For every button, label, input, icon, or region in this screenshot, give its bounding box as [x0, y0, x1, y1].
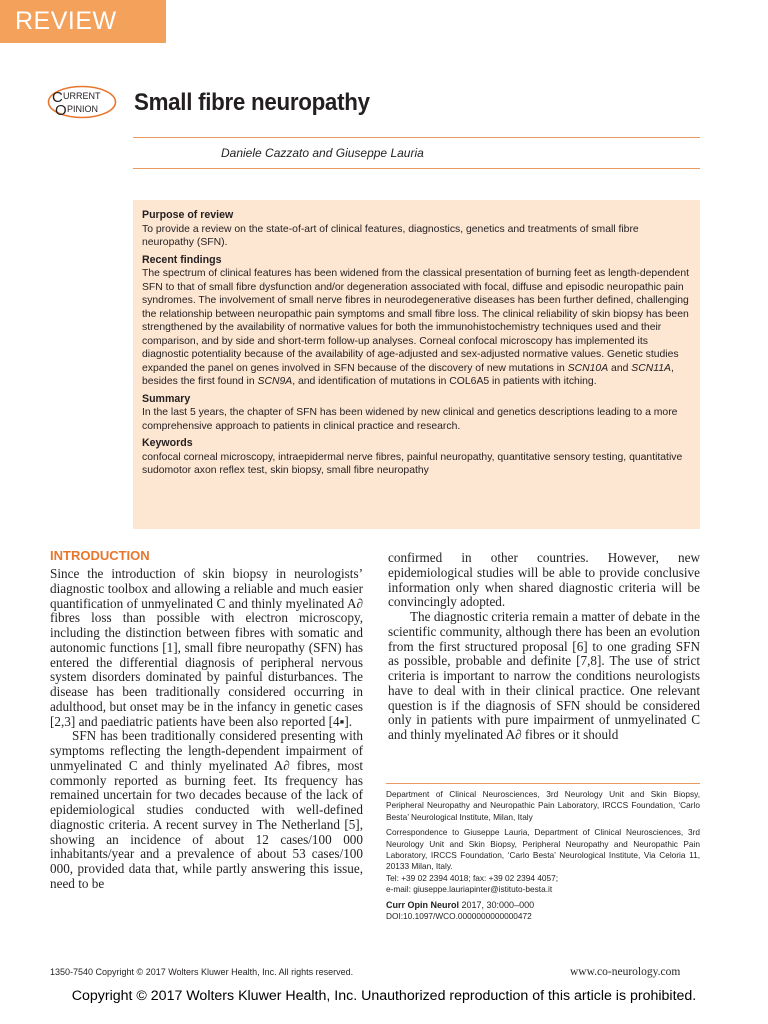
body-column-right	[388, 551, 700, 743]
current-opinion-logo	[47, 85, 117, 119]
phone-fax: Tel: +39 02 2394 4018; fax: +39 02 2394 4057;	[386, 872, 559, 883]
summary-text: In the last 5 years, the chapter of SFN has been widened by new clinical and genetics descriptions leading to a more comprehensive approach to patients in clinical practice and research.	[142, 407, 678, 432]
title-rule	[133, 137, 700, 138]
gene-scn10a: SCN10A	[567, 362, 609, 374]
authors-rule	[133, 168, 700, 169]
logo-initial-c: C	[52, 89, 63, 106]
abstract-box	[133, 200, 700, 529]
body-column-left	[50, 567, 363, 892]
paragraph: The diagnostic criteria remain a matter of debate in the scientific community, although there has been an evolution from the first structured proposal [6] to one grading SFN as possible, probable and definite [7,8]. The use of strict criteria is important to narrow the conditions neurologists have to deal with in their clinical practice. One relevant question is if the diagnosis of SFN should be considered only in patients with pure impairment of unmyelinated C and thinly myelinated A∂ fibres or it should	[388, 609, 700, 742]
paragraph: Since the introduction of skin biopsy in neurologists’ diagnostic toolbox and allowing a reliable and much easier quantification of unmyelinated C and thinly myelinated A∂ fibres loss than possible with electron microscopy, including the distinction between fibres with somatic and autonomic functions [1], small fibre neuropathy (SFN) has entered the differential diagnosis of peripheral nervous system disorders dominated by painful disturbances. The disease has been traditionally considered occurring in adulthood, but onset may be in the infancy in genetic cases [2,3] and paediatric patients have been also reported [4▪].	[50, 566, 363, 729]
department: Department of Clinical Neurosciences, 3rd Neurology Unit and Skin Biopsy, Peripheral Neuropathy and Neuropathic Pain Laboratory, IRCCS Foundation, ‘Carlo Besta’ Neurological Institute, Milan, Italy	[386, 789, 700, 822]
copyright-notice: Copyright © 2017 Wolters Kluwer Health, Inc. Unauthorized reproduction of this article is prohibited.	[71, 988, 697, 1004]
footer-website-link[interactable]: www.co-neurology.com	[570, 966, 681, 978]
logo-line-1: URRENT	[63, 91, 101, 101]
findings-text: The spectrum of clinical features has been widened from the classical presentation of burning feet as length-dependent SFN to that of small fibre dysfunction and/or degeneration associated with focal, diffuse and episodic neuropathic pain syndromes. The involvement of small nerve fibres in neurodegenerative diseases has been further defined, challenging the relationship between neuropathic pain symptoms and small fibre loss. The clinical reliability of skin biopsy has been strengthened by the availability of normative values for both the immunohistochemistry techniques used and their comparison, and by side and short-term follow-up analyses. Corneal confocal microscopy has implemented its diagnostic potentiality because of the availability of age-adjusted and sex-adjusted normative values. Genetic studies expanded the panel on genes involved in SFN because of the discovery of new mutations in SCN10A and SCN11A, besides the first found in SCN9A, and identification of mutations in COL6A5 in patients with itching.	[142, 268, 689, 387]
journal-ref: Curr Opin Neurol 2017, 30:000–000	[386, 899, 535, 910]
gene-scn11a: SCN11A	[631, 362, 671, 374]
email: e-mail: giuseppe.lauriapinter@istituto-besta.it	[386, 884, 553, 895]
affiliation-block	[386, 789, 700, 926]
purpose-heading: Purpose of review	[142, 209, 234, 221]
logo-line-2: PINION	[67, 104, 99, 114]
logo-initial-o: O	[55, 102, 67, 119]
keywords-heading: Keywords	[142, 437, 193, 449]
paragraph: SFN has been traditionally considered presenting with symptoms reflecting the length-dependent impairment of unmyelinated C and thinly myelinated A∂ fibres, most commonly reported as burning feet. Its frequency has remained uncertain for two decades because of the lack of epidemiological studies conducted with well-defined diagnostic criteria. A recent survey in The Netherland [5], showing an incidence of about 12 cases/100 000 inhabitants/year and a prevalence of about 53 cases/100 000, provided data that, while partly answering this issue, need to be	[50, 728, 363, 891]
introduction-heading: INTRODUCTION	[50, 548, 150, 563]
purpose-text: To provide a review on the state-of-art of clinical features, diagnostics, genetics and treatments of small fibre neuropathy (SFN).	[142, 223, 639, 248]
footer-issn-copyright: 1350-7540 Copyright © 2017 Wolters Kluwer Health, Inc. All rights reserved.	[50, 967, 354, 977]
paragraph: confirmed in other countries. However, new epidemiological studies will be able to provide conclusive information only when shared diagnostic criteria will be convincingly adopted.	[388, 550, 700, 610]
gene-scn9a: SCN9A	[257, 376, 293, 387]
article-title: Small fibre neuropathy	[134, 89, 370, 116]
summary-heading: Summary	[142, 392, 191, 405]
doi: DOI:10.1097/WCO.0000000000000472	[386, 911, 532, 922]
affiliation-rule	[386, 783, 700, 784]
keywords-text: confocal corneal microscopy, intraepidermal nerve fibres, painful neuropathy, quantitative sensory testing, quantitative sudomotor axon reflex test, skin biopsy, small fibre neuropathy	[142, 451, 683, 476]
correspondence: Correspondence to Giuseppe Lauria, Department of Clinical Neurosciences, 3rd Neurology Unit and Skin Biopsy, Peripheral Neuropathy and Neuropathic Pain Laboratory, IRCCS Foundation, ‘Carlo Besta’ Neurological Institute, Via Celoria 11, 20133 Milan, Italy.	[386, 827, 700, 872]
findings-heading: Recent findings	[142, 253, 222, 266]
review-tab: REVIEW	[0, 0, 166, 43]
authors: Daniele Cazzato and Giuseppe Lauria	[221, 146, 424, 160]
